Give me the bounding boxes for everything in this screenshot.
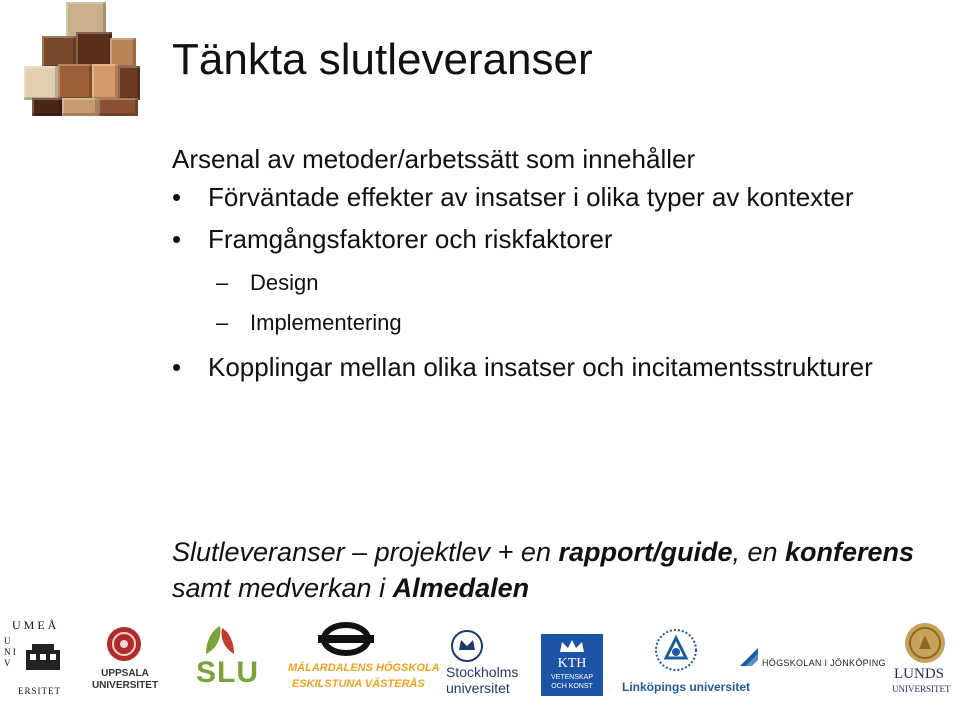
sub-bullet-text: Implementering (250, 310, 402, 335)
mdh-symbol-icon (318, 622, 374, 656)
umea-university-logo (4, 616, 76, 700)
logo-text: UNIVERSITET (892, 684, 951, 694)
umea-emblem-icon (24, 642, 62, 676)
bullet-icon: • (172, 182, 182, 212)
lund-university-logo (892, 622, 958, 698)
closing-emphasis: Almedalen (392, 573, 530, 603)
closing-statement (172, 534, 942, 606)
bullet-item (172, 180, 932, 214)
bullet-icon: • (172, 352, 182, 382)
uppsala-seal-icon (106, 626, 142, 662)
partner-logos (0, 612, 960, 702)
slide-body (172, 142, 932, 384)
slu-leaf-icon (202, 626, 238, 656)
stockholm-crown-icon (450, 630, 484, 662)
lund-seal-icon (904, 622, 946, 664)
closing-emphasis: rapport/guide (558, 537, 733, 567)
logo-text: KTH (557, 656, 587, 671)
kth-crown-icon (558, 638, 586, 654)
logo-text: SLU (196, 656, 259, 689)
logo-text: VETENSKAP (550, 674, 593, 681)
sub-bullet-item (172, 268, 932, 298)
slide-title: Tänkta slutleveranser (172, 35, 593, 84)
sub-bullet-item (172, 308, 932, 338)
logo-text: Linköpings universitet (622, 680, 751, 694)
logo-text: Stockholms (446, 664, 519, 680)
liu-seal-icon (654, 628, 698, 672)
sub-bullet-text: Design (250, 270, 319, 295)
logo-text: UPPSALA (101, 668, 149, 679)
slu-logo (190, 626, 259, 690)
closing-text: samt medverkan i (172, 573, 393, 603)
logo-text: U N I V (4, 636, 16, 668)
kth-logo (541, 634, 603, 696)
logo-text: MÄLARDALENS HÖGSKOLA (288, 662, 440, 674)
dash-icon: – (216, 270, 229, 295)
logo-text: ESKILSTUNA VÄSTERÅS (292, 678, 425, 690)
malardalen-logo (288, 622, 440, 698)
wooden-blocks-image (24, 2, 142, 120)
bullet-item (172, 350, 932, 384)
bullet-text: Kopplingar mellan olika insatser och incitamentsstrukturer (208, 352, 873, 382)
logo-text: ERSITET (18, 686, 61, 696)
uppsala-university-logo (90, 626, 160, 696)
closing-emphasis: konferens (785, 537, 915, 567)
bullet-text: Framgångsfaktorer och riskfaktorer (208, 224, 613, 254)
closing-text: , en (732, 537, 786, 567)
logo-text: HÖGSKOLAN I JÖNKÖPING (762, 658, 886, 668)
linkoping-university-logo (622, 628, 751, 698)
lead-text: Arsenal av metoder/arbetssätt som innehåller (172, 144, 696, 174)
dash-icon: – (216, 310, 229, 335)
jonkoping-logo (738, 646, 884, 676)
logo-text: UMEÅ (12, 618, 60, 632)
logo-text: UNIVERSITET (91, 680, 159, 691)
closing-text: Slutleveranser – projektlev + en (172, 537, 559, 567)
stockholm-university-logo (446, 630, 522, 696)
bullet-icon: • (172, 224, 182, 254)
logo-text: universitet (446, 680, 510, 696)
logo-text: LUNDS (894, 666, 945, 682)
hj-wing-icon (738, 646, 760, 668)
bullet-item (172, 222, 932, 256)
logo-text: OCH KONST (551, 683, 593, 690)
bullet-text: Förväntade effekter av insatser i olika typer av kontexter (208, 182, 854, 212)
